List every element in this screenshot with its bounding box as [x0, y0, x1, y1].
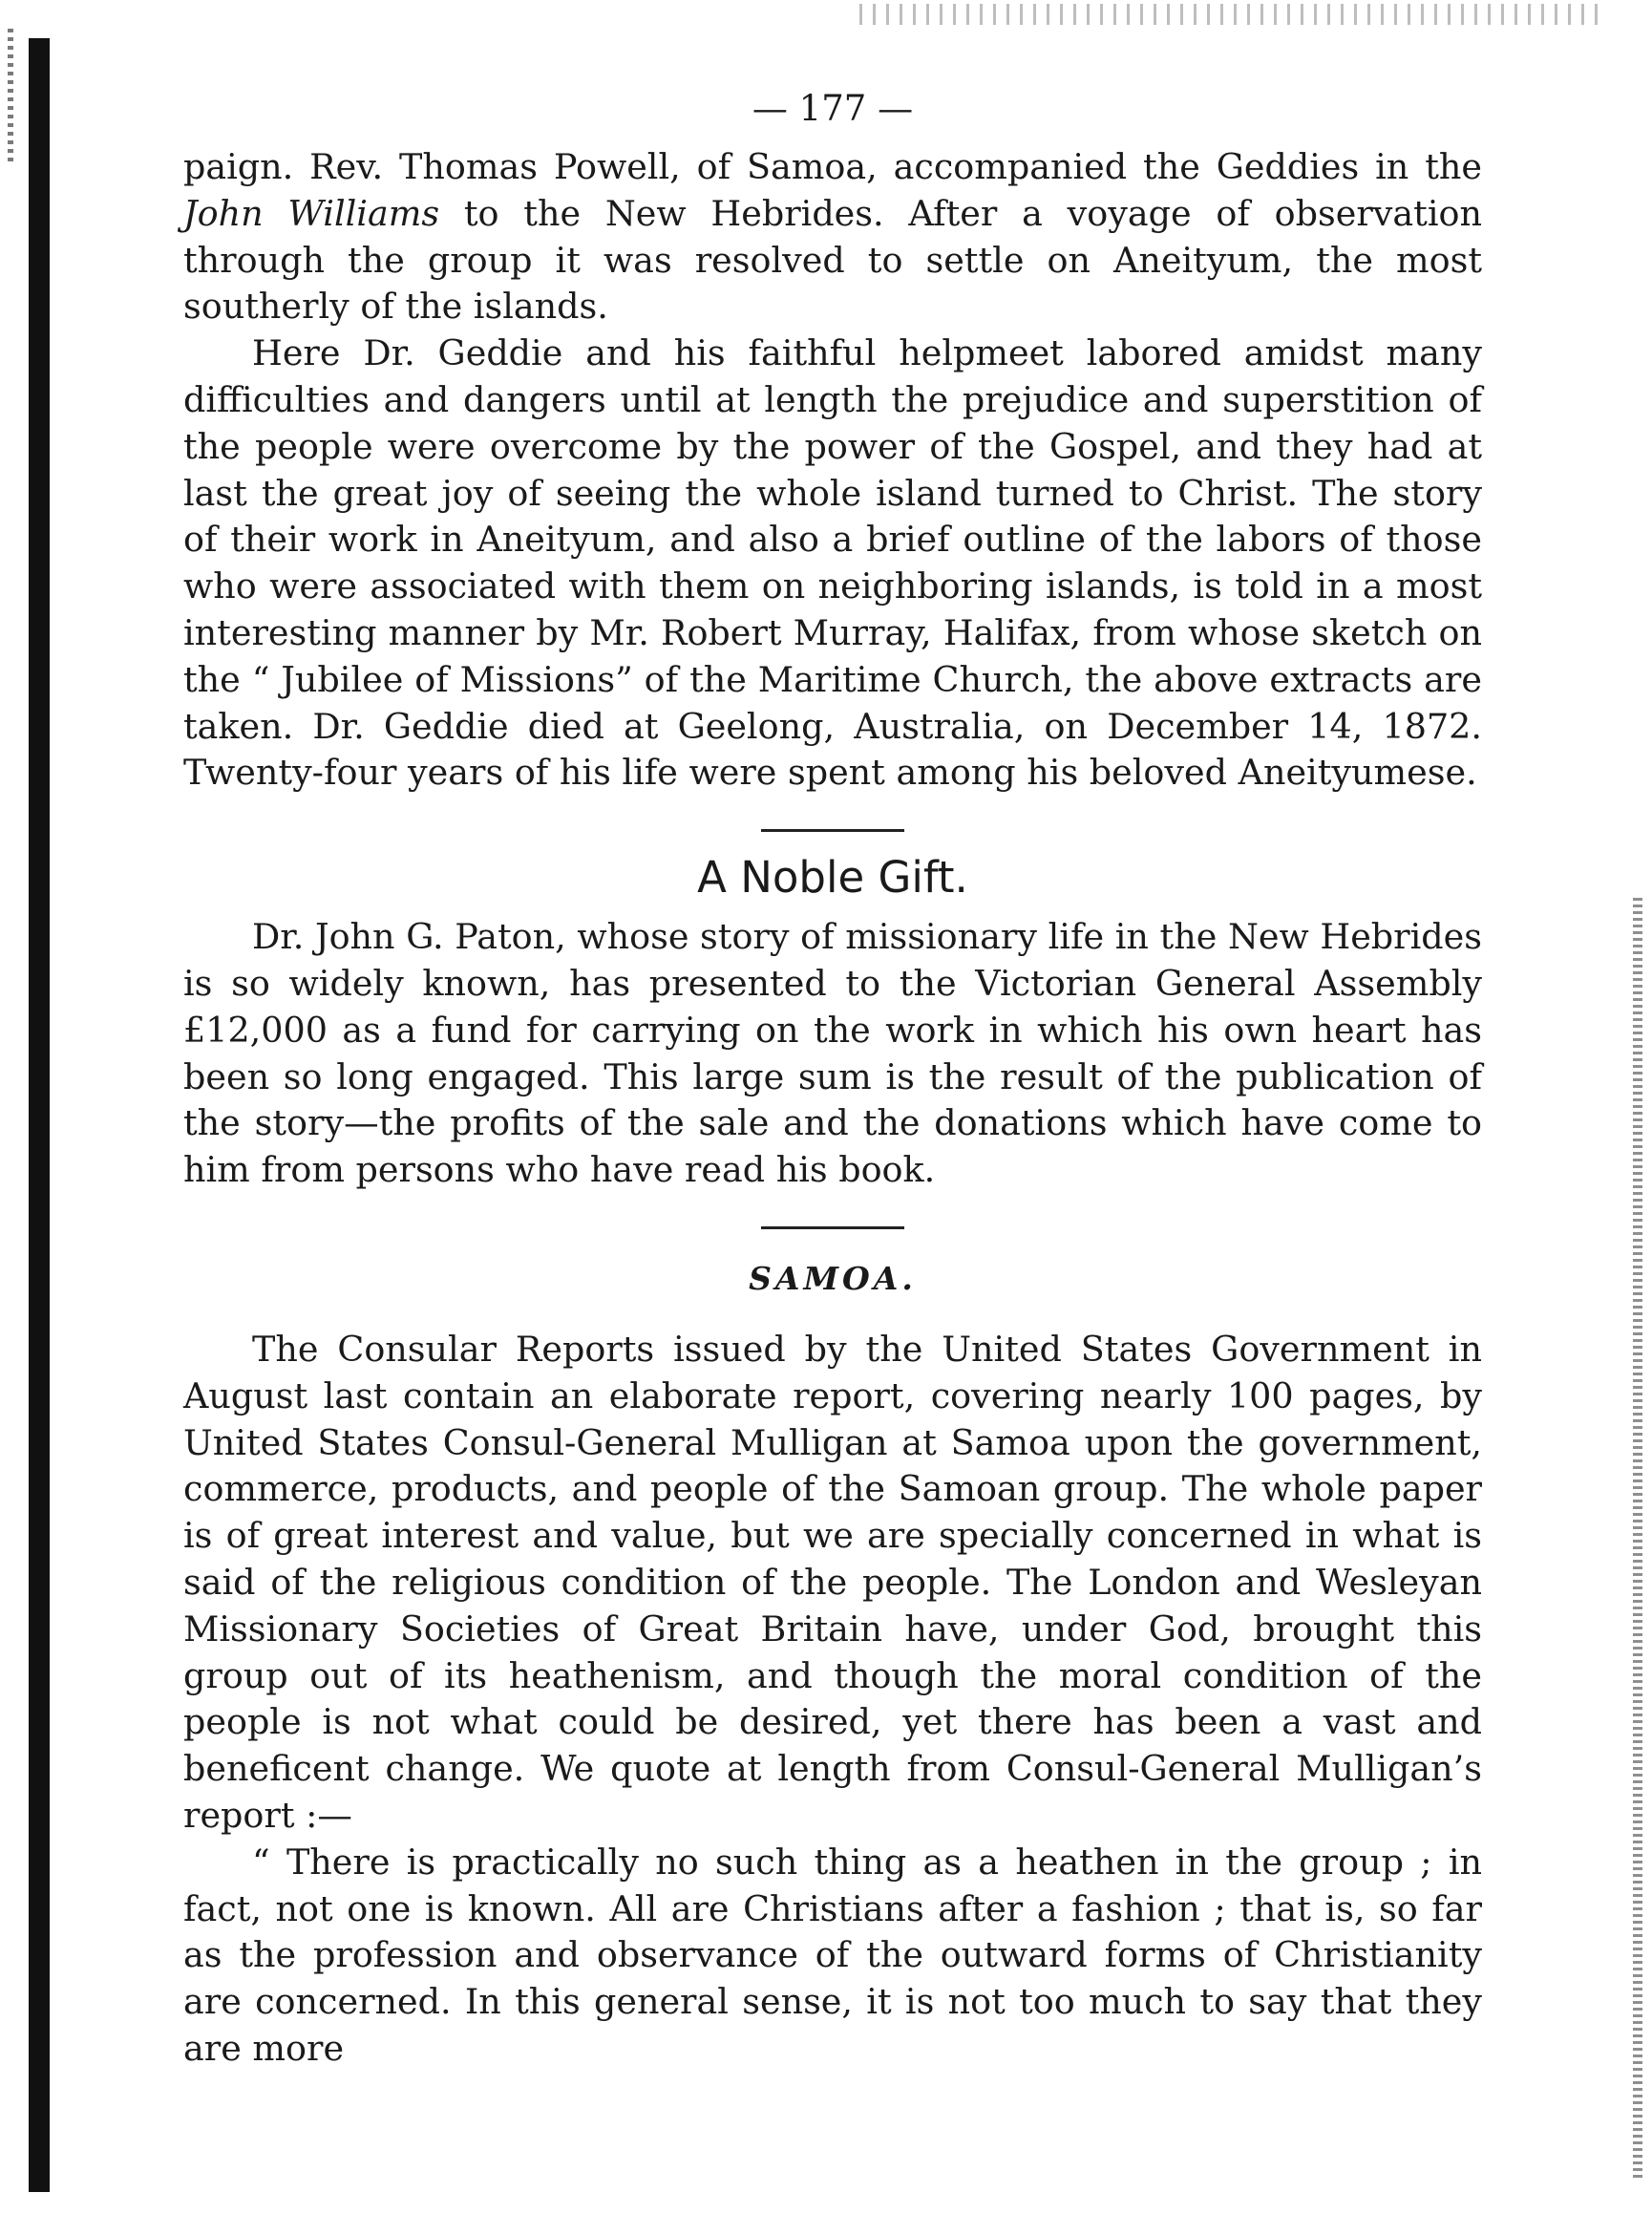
scan-edge-noise: [8, 29, 13, 162]
paragraph-text: paign. Rev. Thomas Powell, of Samoa, accompanied the Geddies in the: [183, 146, 1482, 187]
paragraph-geddie-aneityum: Here Dr. Geddie and his faithful helpmeet labored amidst many difficulties and dangers until at length the prejudice and superstition of the people were overcome by the power of the Gospel, and they had at last the great joy of seeing the whole island turned to Christ. The story of their work in Aneityum, and also a brief outline of the labors of those who were associated with them on neighboring islands, is told in a most interesting manner by Mr. Robert Murray, Halifax, from whose sketch on the “ Jubilee of Missions” of the Maritime Church, the above extracts are taken. Dr. Geddie died at Geelong, Australia, on December 14, 1872. Twenty-four years of his life were spent among his beloved Aneityumese.: [183, 332, 1482, 794]
page-number: — 177 —: [752, 88, 914, 129]
scan-right-noise: [1633, 898, 1642, 2178]
section-divider: [761, 1226, 904, 1229]
paragraph-text: to the New Hebrides. After a voyage of observation through the group it was resolved to settle on Aneityum, the most southerly of the islands.: [183, 192, 1482, 328]
scan-top-noise: [859, 4, 1604, 25]
paragraph-consular-report: The Consular Reports issued by the United States Government in August last contain an elaborate report, covering nearly 100 pages, by United States Consul-General Mulligan at Samoa upon the government, commerce, products, and people of the Samoan group. The whole paper is of great interest and value, but we are specially concerned in what is said of the religious condition of the people. The London and Wesleyan Missionary Societies of Great Britain have, under God, brought this group out of its heathenism, and though the moral condition of the people is not what could be desired, yet there has been a vast and beneficent change. We quote at length from Consul-General Mulligan’s report :—: [183, 1328, 1482, 1836]
section-heading-samoa: SAMOA.: [749, 1259, 917, 1297]
ship-name: John Williams: [183, 192, 440, 234]
scan-binding-edge: [29, 38, 50, 2192]
section-divider: [761, 829, 904, 832]
paragraph-geddie-voyage: [183, 144, 1482, 330]
book-page: [183, 88, 1482, 2073]
paragraph-report-quote: “ There is practically no such thing as a heathen in the group ; in fact, not one is known. All are Christians after a fashion ; that is, so far as the profession and observance of the outward forms of Christianity are concerned. In this general sense, it is not too much to say that they are more: [183, 1841, 1482, 2069]
section-heading-noble-gift: A Noble Gift.: [697, 852, 968, 904]
paragraph-paton-gift: Dr. John G. Paton, whose story of missionary life in the New Hebrides is so widely known, has presented to the Victorian General Assembly £12,000 as a fund for carrying on the work in which his own heart has been so long engaged. This large sum is the result of the publication of the story—the profits of the sale and the donations which have come to him from persons who have read his book.: [183, 916, 1482, 1191]
